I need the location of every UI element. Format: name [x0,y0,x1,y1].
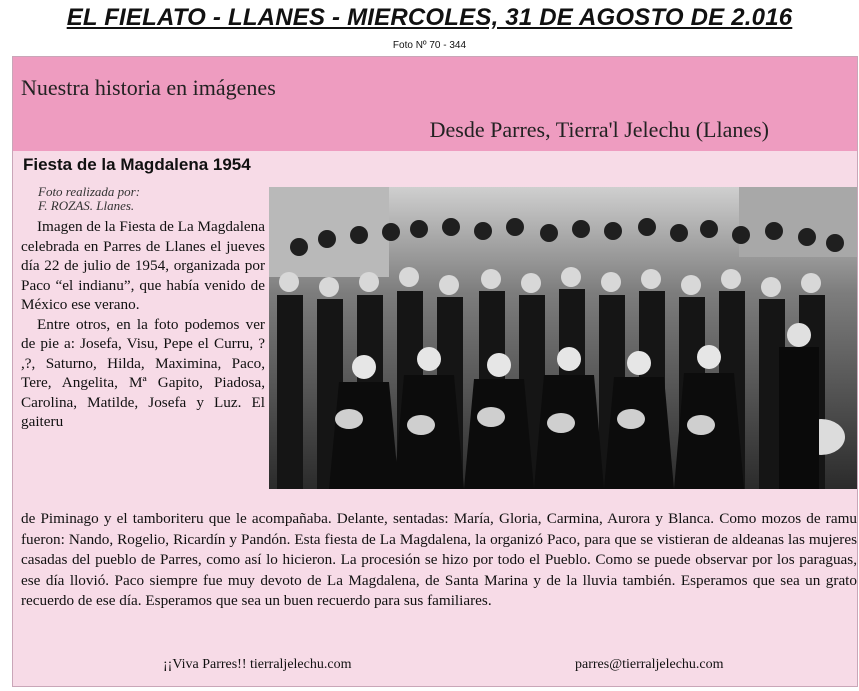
section-subtitle: Desde Parres, Tierra'l Jelechu (Llanes) [429,117,769,142]
newspaper-masthead: EL FIELATO - LLANES - MIERCOLES, 31 DE AGOSTO DE 2.016 [66,4,793,31]
newspaper-clipping [12,56,858,687]
article-column-text [21,217,265,432]
article-paragraph-1: Imagen de la Fiesta de La Magdalena celebrada en Parres de Llanes el jueves día 22 de julio de 1954, organizada por Paco “el indianu”, que había venido de México ese verano. [21,218,265,313]
article-title: Fiesta de la Magdalena 1954 [23,155,251,174]
article-continued-text: de Piminago y el tamboriteru que le acompañaba. Delante, sentadas: María, Gloria, Carmina, Aurora y Blanca. Como mozos de ramu fueron: Nando, Rogelio, Ricardín y Pandón. Esta fiesta de La Magdalena, la organizó Paco, para que se vistieran de aldeanas las mujeres casadas del pueblo de Parres, como así lo hicieron. La procesión se hizo por todo el Pueblo. Como se puede observar por los paraguas, ese día llovió. Paco siempre fue muy devoto de La Magdalena, de Santa Marina y de la lluvia también. Esperamos que sea un grato recuerdo de ese día. Esperamos que sea un buen recuerdo para sus familiares. [21,510,857,609]
group-photo-illustration [269,187,857,489]
historic-group-photo [269,187,857,489]
photo-credit [38,185,268,213]
section-title: Nuestra historia en imágenes [21,75,276,100]
photo-number: Foto Nº 70 - 344 [392,40,467,51]
section-banner [13,57,857,151]
photo-credit-line1: Foto realizada por: [38,184,141,199]
article-paragraph-2: Entre otros, en la foto podemos ver de pie a: Josefa, Visu, Pepe el Curru, ? ,?, Saturno, Hilda, Maximina, Paco, Tere, Angelita, Mª Gapito, Piadosa, Carolina, Matilde, Josefa y Luz. El gaiteru [21,315,265,430]
footer-slogan: ¡¡Viva Parres!! tierraljelechu.com [163,657,352,672]
footer-email: parres@tierraljelechu.com [575,657,724,672]
photo-credit-line2: F. ROZAS. Llanes. [38,198,135,213]
